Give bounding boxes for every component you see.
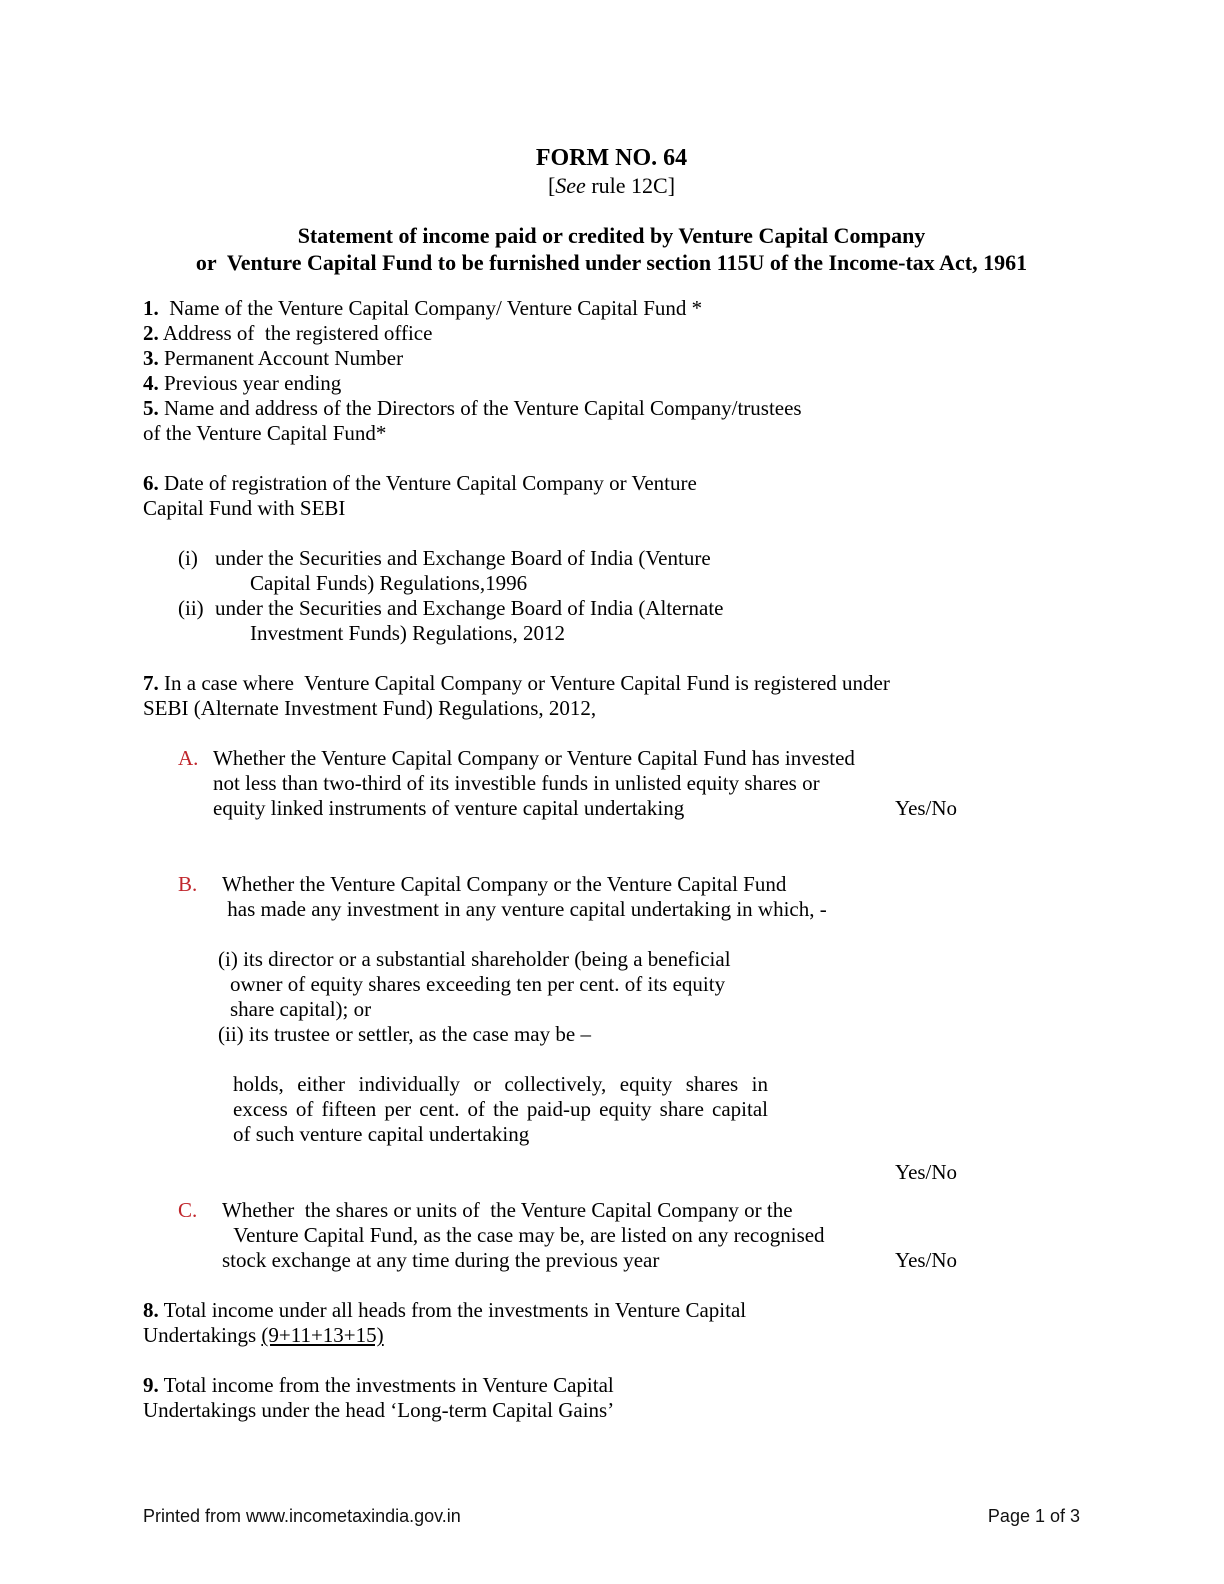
item-9-line-1 xyxy=(143,1373,1080,1398)
item-6-text-1: Date of registration of the Venture Capital Company or Venture xyxy=(158,471,697,495)
page-footer xyxy=(143,1505,1080,1527)
item-7 xyxy=(143,671,1080,721)
question-a-yes-no: Yes/No xyxy=(895,796,958,820)
item-6-sub-i-text: under the Securities and Exchange Board of India (Venture xyxy=(215,546,711,570)
form-content xyxy=(143,144,1080,1423)
item-4 xyxy=(143,371,1080,396)
question-b-line-2: has made any investment in any venture capital undertaking in which, - xyxy=(222,897,827,921)
question-c-line-2: Venture Capital Fund, as the case may be, are listed on any recognised xyxy=(228,1223,825,1247)
item-8 xyxy=(143,1298,1080,1348)
question-b-sub-ii-line-1: (ii) its trustee or settler, as the case may be – xyxy=(218,1022,591,1046)
rule-see-italic: See xyxy=(555,173,586,198)
item-5-text-1: Name and address of the Directors of the Venture Capital Company/trustees xyxy=(158,396,802,420)
form-title-line-2: or Venture Capital Fund to be furnished under section 115U of the Income-tax Act, 1961 xyxy=(195,250,1028,275)
item-2 xyxy=(143,321,1080,346)
item-6 xyxy=(143,471,1080,521)
item-7-line-1 xyxy=(143,671,1080,696)
holds-line-1: holds, either individually or collectively, equity shares in xyxy=(233,1072,768,1096)
question-a xyxy=(143,746,1080,821)
item-6-sub-ii-text: under the Securities and Exchange Board of India (Alternate xyxy=(215,596,724,620)
question-b-holds-paragraph xyxy=(143,1072,1080,1147)
question-c xyxy=(143,1198,1080,1273)
item-2-number: 2. xyxy=(143,321,159,345)
item-9-text-1: Total income from the investments in Venture Capital xyxy=(158,1373,614,1397)
rule-tail: rule 12C] xyxy=(585,173,676,198)
item-3-text: Permanent Account Number xyxy=(158,346,404,370)
item-8-text-2: Undertakings xyxy=(143,1323,262,1347)
item-8-number: 8. xyxy=(143,1298,159,1322)
question-b xyxy=(143,872,1080,922)
item-6-number: 6. xyxy=(143,471,159,495)
item-8-line-2 xyxy=(143,1323,1080,1348)
question-b-sub-i-line-1: (i) its director or a substantial shareholder (being a beneficial xyxy=(218,947,731,971)
rule-bracket-open: [ xyxy=(547,173,556,198)
item-6-line-1 xyxy=(143,471,1080,496)
question-c-line-1: Whether the shares or units of the Venture Capital Company or the xyxy=(222,1198,793,1222)
item-3 xyxy=(143,346,1080,371)
item-6-line-2: Capital Fund with SEBI xyxy=(143,496,346,520)
rule-reference xyxy=(143,172,1080,199)
item-6-sub-i-line-2: Capital Funds) Regulations,1996 xyxy=(250,571,528,595)
page-number: Page 1 of 3 xyxy=(987,1506,1080,1526)
item-9-line-2: Undertakings under the head ‘Long-term Capital Gains’ xyxy=(143,1398,615,1422)
question-c-yes-no: Yes/No xyxy=(895,1248,958,1272)
question-b-sub-i-line-2: owner of equity shares exceeding ten per cent. of its equity xyxy=(230,972,726,996)
item-5 xyxy=(143,396,1080,446)
question-a-line-2: not less than two-third of its investible funds in unlisted equity shares or xyxy=(213,771,820,795)
item-9 xyxy=(143,1373,1080,1423)
question-b-line-1: Whether the Venture Capital Company or the Venture Capital Fund xyxy=(222,872,787,896)
question-a-line-1: Whether the Venture Capital Company or Venture Capital Fund has invested xyxy=(213,746,855,770)
question-b-yes-no: Yes/No xyxy=(895,1160,958,1184)
item-6-sub-i xyxy=(143,546,1080,596)
item-1-number: 1. xyxy=(143,296,159,320)
item-4-number: 4. xyxy=(143,371,159,395)
item-4-text: Previous year ending xyxy=(158,371,342,395)
item-6-sub-ii-label: (ii) xyxy=(178,596,204,620)
question-b-body xyxy=(143,872,1080,922)
item-7-line-2: SEBI (Alternate Investment Fund) Regulations, 2012, xyxy=(143,696,597,720)
question-b-sub-i xyxy=(143,947,1080,1022)
printed-from-note: Printed from www.incometaxindia.gov.in xyxy=(143,1506,461,1526)
item-6-sub-i-label: (i) xyxy=(178,546,198,570)
question-a-line-3: equity linked instruments of venture capital undertaking xyxy=(213,796,685,820)
item-8-sum-reference: (9+11+13+15) xyxy=(261,1323,384,1347)
item-8-line-1 xyxy=(143,1298,1080,1323)
item-3-number: 3. xyxy=(143,346,159,370)
item-5-line-2: of the Venture Capital Fund* xyxy=(143,421,387,445)
form-number-title: FORM NO. 64 xyxy=(535,145,688,171)
item-8-text-1: Total income under all heads from the investments in Venture Capital xyxy=(158,1298,747,1322)
question-c-line-3: stock exchange at any time during the previous year xyxy=(222,1248,660,1272)
item-1 xyxy=(143,296,1080,321)
form-title xyxy=(143,222,1080,276)
question-a-label: A. xyxy=(178,746,199,770)
holds-line-2: excess of fifteen per cent. of the paid-up equity share capital xyxy=(233,1097,768,1121)
item-1-text: Name of the Venture Capital Company/ Venture Capital Fund * xyxy=(158,296,703,320)
holds-line-3: of such venture capital undertaking xyxy=(233,1122,530,1146)
item-6-sub-ii-line-2: Investment Funds) Regulations, 2012 xyxy=(250,621,565,645)
question-b-sub-ii xyxy=(143,1022,1080,1047)
item-6-sub-i-line-1 xyxy=(178,546,1080,571)
item-7-text-1: In a case where Venture Capital Company or Venture Capital Fund is registered under xyxy=(158,671,890,695)
item-5-line-1 xyxy=(143,396,1080,421)
item-6-sub-ii-line-1 xyxy=(178,596,1080,621)
form-title-line-1: Statement of income paid or credited by Venture Capital Company xyxy=(297,223,926,248)
item-7-number: 7. xyxy=(143,671,159,695)
item-5-number: 5. xyxy=(143,396,159,420)
question-c-label: C. xyxy=(178,1198,198,1222)
item-9-number: 9. xyxy=(143,1373,159,1397)
item-2-text: Address of the registered office xyxy=(158,321,433,345)
question-b-sub-i-line-3: share capital); or xyxy=(230,997,372,1021)
item-6-sub-ii xyxy=(143,596,1080,646)
question-b-label: B. xyxy=(178,872,198,896)
